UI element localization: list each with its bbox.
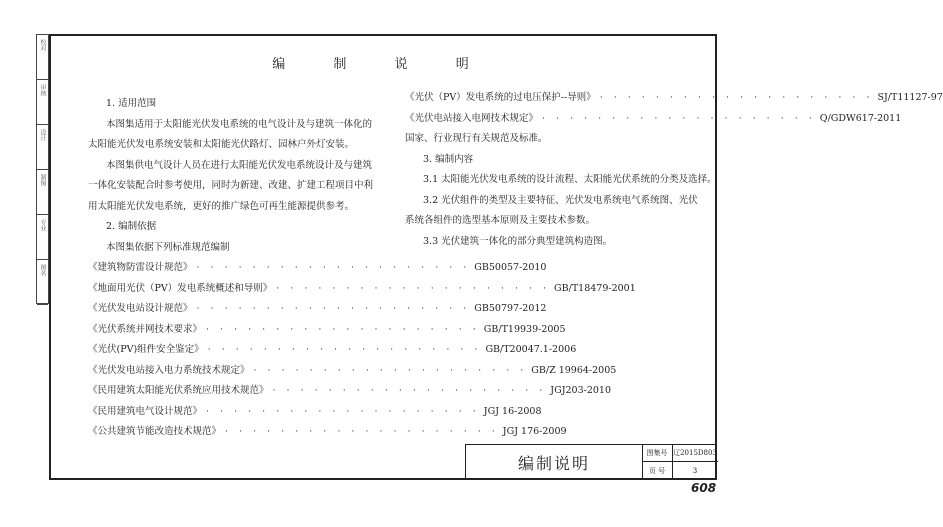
standard-entry [88, 402, 542, 423]
body-line: 国家、行业现行有关规范及标准。 [405, 133, 548, 144]
atlas-label: 图集号 [642, 445, 673, 461]
standard-entry [405, 109, 902, 130]
standard-name: 《建筑物防雷设计规范》 [88, 262, 193, 273]
right-column [405, 88, 943, 252]
side-cell-label: 设计 [39, 129, 46, 141]
standard-entry [88, 361, 617, 382]
standard-code: GB50797-2012 [474, 303, 547, 314]
standard-name: 《光伏(PV)组件安全鉴定》 [88, 344, 204, 355]
side-cell-label: 校对 [39, 39, 46, 51]
side-cell [37, 215, 48, 260]
standard-code: JGJ 176-2009 [502, 426, 567, 437]
page-row [642, 462, 718, 479]
standard-entry [88, 299, 547, 320]
body-line: 3.3 光伏建筑一体化的部分典型建筑构造图。 [423, 235, 613, 247]
leader-dots: · · · · · · · · · · · · · · · · · · · · [207, 344, 482, 355]
standard-name: 《公共建筑节能改造技术规范》 [88, 426, 222, 437]
standard-entry [405, 88, 943, 109]
standard-name: 《地面用光伏（PV）发电系统概述和导则》 [88, 282, 273, 294]
side-cell [37, 125, 48, 170]
body-line: 本图集供电气设计人员在进行太阳能光伏发电系统设计及与建筑 [106, 159, 373, 171]
body-line: 3.1 太阳能光伏发电系统的设计流程、太阳能光伏系统的分类及选择。 [423, 174, 717, 185]
body-line: 3. 编制内容 [423, 153, 474, 165]
standard-entry [88, 320, 566, 341]
side-approval-strip [36, 34, 49, 304]
body-line: 一体化安装配合时参考使用，同时为新建、改建、扩建工程项目中利 [88, 180, 374, 191]
side-cell [37, 260, 48, 305]
side-cell [37, 80, 48, 125]
body-line: 用太阳能光伏发电系统，更好的推广绿色可再生能源提供参考。 [88, 200, 355, 212]
standard-code: GB/T20047.1-2006 [485, 344, 577, 355]
side-cell-label: 图名 [39, 264, 46, 276]
leader-dots: · · · · · · · · · · · · · · · · · · · · [599, 92, 874, 103]
leader-dots: · · · · · · · · · · · · · · · · · · · · [253, 364, 528, 376]
body-line: 本图集依据下列标准规范编制 [106, 241, 230, 253]
standard-code: JGJ 16-2008 [483, 405, 542, 417]
standard-name: 《民用建筑电气设计规范》 [88, 405, 203, 417]
leader-dots: · · · · · · · · · · · · · · · · · · · · [272, 385, 547, 396]
standard-code: GB50057-2010 [474, 262, 547, 273]
leader-dots: · · · · · · · · · · · · · · · · · · · · [206, 405, 480, 417]
standard-name: 《民用建筑太阳能光伏系统应用技术规范》 [88, 385, 269, 396]
body-line: 1. 适用范围 [106, 98, 157, 109]
body-line: 本图集适用于太阳能光伏发电系统的电气设计及与建筑一体化的 [106, 118, 373, 130]
atlas-value: 辽2015D803 [673, 449, 717, 457]
side-cell-label: 审核 [39, 84, 46, 96]
page-value: 3 [692, 466, 698, 475]
standard-entry [88, 381, 612, 402]
page-number: 608 [691, 481, 717, 495]
standard-name: 《光伏（PV）发电系统的过电压保护--导则》 [405, 92, 596, 103]
side-cell-label: 制图 [39, 174, 46, 186]
leader-dots: · · · · · · · · · · · · · · · · · · · · [196, 303, 471, 314]
body-line: 太阳能光伏发电系统安装和太阳能光伏路灯、园林户外灯安装。 [88, 139, 355, 150]
page-title: 编 制 说 明 [272, 57, 491, 72]
leader-dots: · · · · · · · · · · · · · · · · · · · · [225, 426, 499, 437]
standard-code: GB/T18479-2001 [554, 282, 636, 294]
standard-name: 《光伏发电站设计规范》 [88, 303, 193, 314]
side-cell [37, 170, 48, 215]
leader-dots: · · · · · · · · · · · · · · · · · · · · [206, 323, 480, 335]
drawing-name: 编制说明 [466, 445, 643, 480]
page-label: 页 号 [642, 462, 673, 479]
leader-dots: · · · · · · · · · · · · · · · · · · · · [196, 262, 471, 273]
leader-dots: · · · · · · · · · · · · · · · · · · · · [276, 282, 551, 294]
body-line: 3.2 光伏组件的类型及主要特征、光伏发电系统电气系统图、光伏 [423, 194, 698, 206]
standard-entry [88, 258, 547, 279]
standard-entry [88, 279, 636, 300]
standard-code: SJ/T11127-97 [877, 92, 943, 103]
leader-dots: · · · · · · · · · · · · · · · · · · · · [542, 112, 816, 124]
standard-code: GB/Z 19964-2005 [531, 364, 617, 376]
standard-name: 《光伏发电站接入电力系统技术规定》 [88, 364, 250, 376]
standard-entry [88, 340, 577, 361]
standard-code: GB/T19939-2005 [483, 323, 566, 335]
body-line: 系统各组件的选型基本原则及主要技术参数。 [405, 215, 596, 226]
standard-entry [88, 422, 567, 443]
standard-name: 《光伏系统并网技术要求》 [88, 323, 203, 335]
atlas-row [642, 445, 718, 462]
standard-code: Q/GDW617-2011 [819, 112, 902, 124]
standard-code: JGJ203-2010 [550, 385, 612, 396]
standard-name: 《光伏电站接入电网技术规定》 [405, 112, 539, 124]
body-line: 2. 编制依据 [106, 221, 157, 232]
title-block [465, 444, 717, 480]
side-cell-label: 专业 [39, 219, 46, 231]
